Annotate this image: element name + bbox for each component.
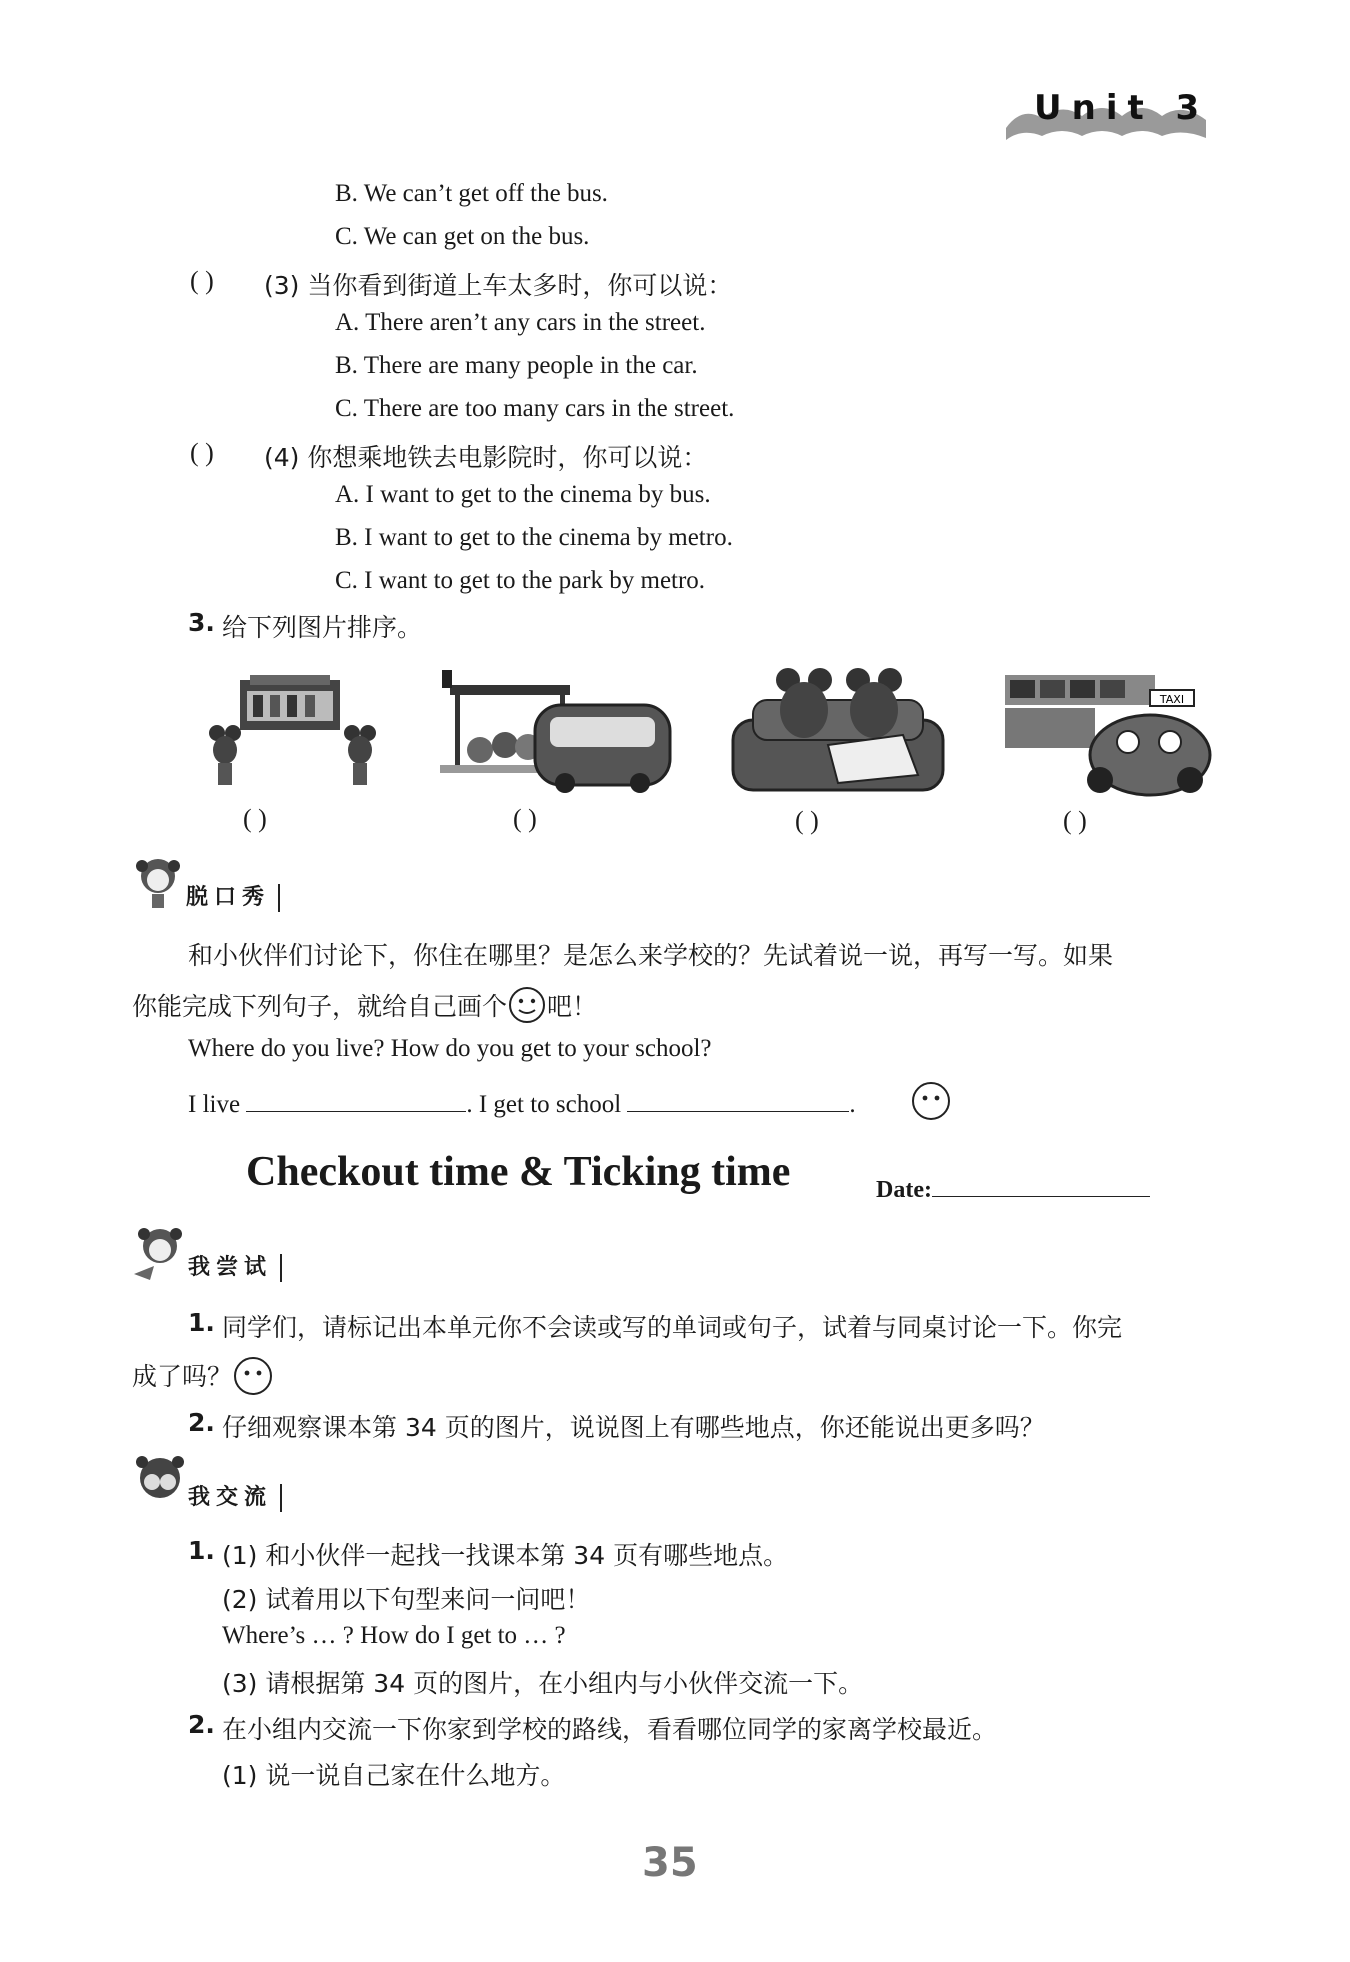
self-check-smiley-icon[interactable] <box>910 1080 952 1122</box>
picture-2-order-blank[interactable]: ( ) <box>513 804 537 833</box>
date-label: Date: <box>876 1177 932 1203</box>
talkshow-fill-sentence <box>188 1085 856 1119</box>
talkshow-instruction-line2-text: 你能完成下列句子，就给自己画个 <box>132 992 508 1021</box>
talkshow-instruction-line2 <box>132 985 597 1025</box>
q2-3-option-b: B. There are many people in the car. <box>335 352 698 379</box>
checkout-title: Checkout time & Ticking time <box>246 1149 791 1195</box>
date-field <box>876 1170 1150 1204</box>
q2-4-option-a: A. I want to get to the cinema by bus. <box>335 481 711 508</box>
exchange-item1-sub3: (3) 请根据第 34 页的图片，在小组内与小伙伴交流一下。 <box>222 1669 864 1698</box>
exchange-item2-sub1: (1) 说一说自己家在什么地方。 <box>222 1761 566 1790</box>
fill-get-to-school: . I get to school <box>466 1091 622 1118</box>
try-title: 我尝试 <box>188 1254 282 1282</box>
try-item1-line2-text: 成了吗？ <box>132 1362 233 1391</box>
try-heading <box>130 1222 282 1282</box>
picture-4-order-blank[interactable]: ( ) <box>1063 806 1087 835</box>
live-answer-blank[interactable] <box>246 1085 466 1112</box>
date-input[interactable] <box>932 1170 1150 1197</box>
picture-cinema-mice <box>195 675 395 795</box>
exchange-item2-number: 2. <box>188 1710 215 1739</box>
try-item1-line2 <box>132 1355 274 1397</box>
talkshow-instruction-line1: 和小伙伴们讨论下，你住在哪里？是怎么来学校的？先试着说一说，再写一写。如果 <box>188 941 1114 970</box>
q2-2-option-c: C. We can get on the bus. <box>335 223 590 250</box>
taxi-sign: TAXI <box>1159 693 1185 706</box>
q3-prompt: 给下列图片排序。 <box>222 613 423 642</box>
picture-mice-on-sofa <box>728 665 948 795</box>
exchange-item1-sub1: (1) 和小伙伴一起找一找课本第 34 页有哪些地点。 <box>222 1541 789 1570</box>
try-item2-text: 仔细观察课本第 34 页的图片，说说图上有哪些地点，你还能说出更多吗？ <box>222 1413 1045 1442</box>
exchange-title: 我交流 <box>188 1484 282 1512</box>
fill-period: . <box>849 1091 856 1118</box>
exchange-heading <box>130 1452 282 1512</box>
picture-1-order-blank[interactable]: ( ) <box>243 804 267 833</box>
exchange-item1-number: 1. <box>188 1536 215 1565</box>
q2-3-prompt: (3) 当你看到街道上车太多时，你可以说： <box>264 271 733 300</box>
try-item1-line1: 同学们，请标记出本单元你不会读或写的单词或句子，试着与同桌讨论一下。你完 <box>222 1313 1123 1342</box>
try-smiley-icon[interactable] <box>232 1355 274 1397</box>
exchange-item1-pattern: Where’s … ? How do I get to … ? <box>222 1622 566 1649</box>
talkshow-instruction-line2-end: 吧！ <box>547 992 598 1021</box>
q2-4-option-b: B. I want to get to the cinema by metro. <box>335 524 733 551</box>
q3-number: 3. <box>188 608 215 637</box>
fill-i-live: I live <box>188 1091 241 1118</box>
smiley-face-icon <box>507 985 547 1025</box>
picture-traffic-taxi <box>1000 670 1215 800</box>
boy-mascot-icon <box>130 1222 188 1282</box>
talkshow-question: Where do you live? How do you get to your school? <box>188 1035 712 1062</box>
exchange-item2-text: 在小组内交流一下你家到学校的路线，看看哪位同学的家离学校最近。 <box>222 1715 998 1744</box>
try-item2-number: 2. <box>188 1408 215 1437</box>
q2-3-option-c: C. There are too many cars in the street. <box>335 395 735 422</box>
q2-3-answer-blank[interactable]: ( ) <box>190 266 214 295</box>
girl-mascot-icon <box>130 852 186 912</box>
page-number: 35 <box>642 1840 698 1886</box>
talkshow-heading <box>130 852 280 912</box>
unit-label: Unit 3 <box>1034 88 1210 128</box>
q2-3-option-a: A. There aren’t any cars in the street. <box>335 309 706 336</box>
try-item1-number: 1. <box>188 1308 215 1337</box>
q2-2-option-b: B. We can’t get off the bus. <box>335 180 608 207</box>
q2-4-option-c: C. I want to get to the park by metro. <box>335 567 706 594</box>
talkshow-title: 脱口秀 <box>186 884 280 912</box>
q2-4-prompt: (4) 你想乘地铁去电影院时，你可以说： <box>264 443 708 472</box>
picture-3-order-blank[interactable]: ( ) <box>795 806 819 835</box>
school-answer-blank[interactable] <box>627 1085 849 1112</box>
picture-bus-stop <box>440 665 680 795</box>
exchange-item1-sub2: (2) 试着用以下句型来问一问吧！ <box>222 1585 591 1614</box>
q2-4-answer-blank[interactable]: ( ) <box>190 438 214 467</box>
kids-mascot-icon <box>130 1452 188 1512</box>
